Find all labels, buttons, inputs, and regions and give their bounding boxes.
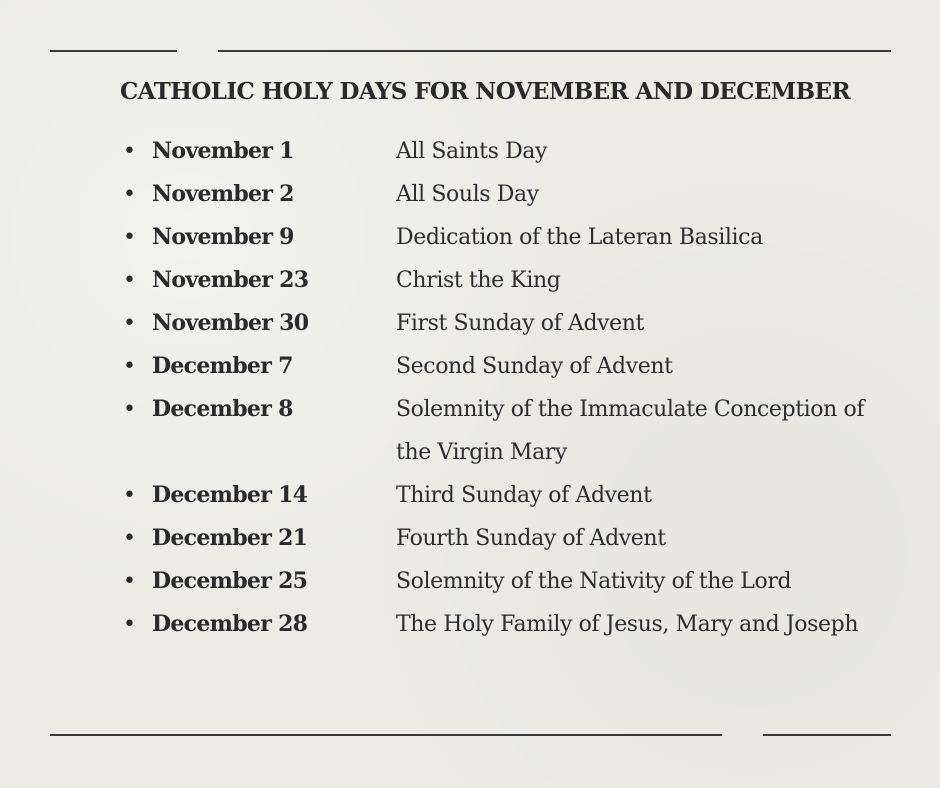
holy-day-date: December 7 (152, 353, 293, 379)
holy-day-event: Fourth Sunday of Advent (396, 526, 666, 551)
holy-day-date: December 28 (152, 611, 308, 637)
holy-day-event: Solemnity of the Immaculate Conception of the Virgin Mary (396, 397, 865, 465)
holy-day-event: All Souls Day (396, 182, 539, 207)
list-item (120, 517, 880, 560)
holy-day-event: Second Sunday of Advent (396, 354, 673, 379)
holy-day-event: First Sunday of Advent (396, 311, 644, 336)
bullet-icon: • (123, 225, 136, 250)
bullet-icon: • (123, 268, 136, 293)
list-item (120, 216, 880, 259)
holy-day-event: Christ the King (396, 268, 561, 293)
holy-day-event: Third Sunday of Advent (396, 483, 652, 508)
holy-day-date: December 14 (152, 482, 308, 508)
holy-day-date: November 1 (152, 138, 294, 164)
holy-day-date: December 8 (152, 396, 293, 422)
page-title: CATHOLIC HOLY DAYS FOR NOVEMBER AND DECEMBER (120, 78, 850, 105)
bottom-right-divider (763, 734, 891, 736)
list-item (120, 345, 880, 388)
holy-day-event: The Holy Family of Jesus, Mary and Joseph (396, 612, 859, 637)
holy-day-event: All Saints Day (396, 139, 548, 164)
list-item (120, 603, 880, 646)
top-right-divider (218, 50, 891, 52)
holy-day-date: November 2 (152, 181, 294, 207)
holy-day-date: December 25 (152, 568, 308, 594)
holy-day-date: November 23 (152, 267, 309, 293)
bullet-icon: • (123, 526, 136, 551)
list-item (120, 259, 880, 302)
bullet-icon: • (123, 397, 136, 422)
bullet-icon: • (123, 311, 136, 336)
bullet-icon: • (123, 483, 136, 508)
list-item (120, 302, 880, 345)
holy-days-list (120, 130, 880, 646)
holy-day-date: November 30 (152, 310, 309, 336)
bullet-icon: • (123, 569, 136, 594)
list-item (120, 173, 880, 216)
list-item (120, 130, 880, 173)
holy-day-date: December 21 (152, 525, 308, 551)
list-item (120, 474, 880, 517)
bullet-icon: • (123, 139, 136, 164)
bullet-icon: • (123, 612, 136, 637)
holy-day-date: November 9 (152, 224, 294, 250)
holy-day-event: Dedication of the Lateran Basilica (396, 225, 763, 250)
bullet-icon: • (123, 182, 136, 207)
bottom-left-divider (50, 734, 722, 736)
bullet-icon: • (123, 354, 136, 379)
top-left-divider (50, 50, 177, 52)
list-item (120, 560, 880, 603)
list-item (120, 388, 880, 474)
holy-day-event: Solemnity of the Nativity of the Lord (396, 569, 792, 594)
